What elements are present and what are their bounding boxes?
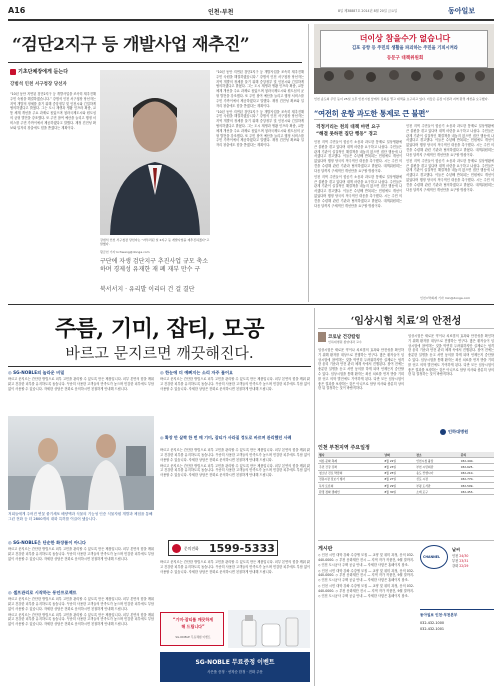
table-cell: 032-453- bbox=[460, 489, 494, 495]
ad-headline-sub: 바르고 문지르면 깨끗해진다. bbox=[65, 344, 254, 362]
ad-sec1-title: ◎ SG-NOBLE의 놀라운 비밀 bbox=[8, 370, 65, 375]
table-cell: 8월 22일 bbox=[383, 458, 415, 464]
ad-product-note: 사은품 증정 · 선착순 한정 · 전화 주문 bbox=[207, 670, 263, 674]
ad-body-text-1: 바르고 문지르는 간단한 방법으로 피부 고민을 관리할 수 있도록 만든 제품입니다. 피부 본연의 힘을 깨워 맑고 건강한 피부를 유지하도록 돕습니다. 꾸준히 사용한 고객들의 만족도가 높으며 민감한 피부에도 부담 없이 사용할 수 있습니다. 자세한 상담은 전화로 문의하시면 친절하게 안내해 드립니다. bbox=[8, 377, 154, 391]
table-cell: 인천시청 광장 bbox=[415, 458, 460, 464]
table-cell: 8월 27일 bbox=[383, 476, 415, 482]
table-cell: 소래 포구 bbox=[415, 489, 460, 495]
table-cell: 신포 시장 bbox=[415, 476, 460, 482]
headline-rule bbox=[8, 62, 302, 63]
table-cell: 032-210- bbox=[460, 470, 494, 476]
board-body-text: ◇ 인천 시민 대학 강좌 수강생 모집 — 교양 및 취미 과정, 문의 032-440-0000. ◇ 부천 문화재단 전시 — 지역 작가 작품전, 9월 말까지. ◇ 인천 도시공사 주택 공급 안내 — 자세한 사항은 홈페이지 참조. bbox=[318, 553, 414, 567]
column-divider bbox=[308, 24, 309, 302]
sidebar bbox=[420, 545, 494, 685]
column-hospital: 코로날 건강칼럼 bbox=[328, 335, 360, 340]
banner-line-2: 김포 공항 등 주민의 생활을 파괴하는 주민을 기피시켜라 bbox=[352, 46, 458, 51]
weather-temp: 22/29 bbox=[459, 564, 469, 568]
ad-phone-box[interactable] bbox=[168, 540, 278, 556]
notice-col-header: 문의 bbox=[460, 452, 494, 458]
board-title: 게시판 bbox=[318, 546, 333, 552]
table-cell: 032-770- bbox=[460, 476, 494, 482]
weather-row bbox=[452, 564, 494, 569]
ad-product-banner[interactable] bbox=[160, 652, 310, 682]
weather-title: 날씨 bbox=[452, 547, 461, 552]
table-cell: 부천 시민회관 bbox=[415, 464, 460, 470]
ad-order-label: 문의전화 bbox=[184, 546, 199, 551]
section-rule bbox=[8, 304, 494, 305]
table-cell: 8월 29일 bbox=[383, 482, 415, 488]
main-headline: “검단2지구 등 개발사업 재추진” bbox=[12, 35, 250, 55]
table-cell: 여름 문화 축제 bbox=[318, 458, 383, 464]
notice-col-header: 행사 bbox=[318, 452, 383, 458]
doctor-photo bbox=[318, 332, 326, 342]
notice-table-wrap bbox=[318, 452, 494, 495]
story-body-text-2: 인천 지역 주민들이 항공기 소음과 과도한 통제로 일상생활에 큰 불편을 겪고 있다며 대책 마련을 요구하고 나섰다. 주민들은 관계 기관이 실질적인 해결책을 내놓지 않으면 집단 행동에 나서겠다고 경고했다. 이들은 수년째 반복되는 민원에도 개선이 없었다며 행정 당국의 적극적인 대응을 촉구했다. 시는 주민 의견을 수렴해 관련 기관과 협의하겠다고 밝혔다. 대책위원회는 다음 달까지 구체적인 개선안을 요구할 방침이다. bbox=[314, 174, 402, 208]
ad-rule bbox=[8, 366, 311, 367]
interviewee-photo bbox=[100, 70, 210, 235]
story-subhead-1: 걱정거리는 천의 대책 마련 요구 bbox=[316, 125, 381, 130]
ad-sec3-title: ◎ 셀프관리로 시작하는 동안프로젝트 bbox=[8, 590, 77, 595]
ad-body-text-3: 바르고 문지르는 간단한 방법으로 피부 고민을 관리할 수 있도록 만든 제품입니다. 피부 본연의 힘을 깨워 맑고 건강한 피부를 유지하도록 돕습니다. 꾸준히 사용한 고객들의 만족도가 높으며 민감한 피부에도 부담 없이 사용할 수 있습니다. 자세한 상담은 전화로 문의하시면 친절하게 안내해 드립니다. bbox=[8, 597, 154, 611]
column-body-text-2: 임상시험은 새로운 약이나 치료법의 효과와 안전성을 확인하기 위해 환자를 대상으로 진행하는 연구다. 많은 환자들이 임상시험에 참여하는 것을 막연히 두려워하지만 실제로는 엄격한 윤리 기준과 안전 관리 체계 속에서 진행된다. 참여 전에는 충분한 설명을 듣고 서면 동의를 하게 되며 언제든지 중단할 수 있다. 임상시험을 통해 환자는 최신 치료를 먼저 받을 기회를 얻고 의학 발전에도 기여하게 된다. 다만 모든 임상시험이 좋은 결과를 보장하는 것은 아니므로 담당 의사와 충분히 상의한 뒤 결정하는 것이 바람직하다. bbox=[408, 334, 494, 377]
page-header bbox=[8, 6, 494, 18]
contact-line: 032-432-1001 bbox=[420, 627, 445, 631]
ad-divider bbox=[314, 308, 315, 686]
ad-coupon-note: SG-NOBLE 무료체험 이벤트 bbox=[175, 635, 211, 639]
protest-photo bbox=[314, 24, 494, 94]
ad-lab-photo bbox=[8, 416, 154, 510]
weather-list bbox=[452, 554, 494, 569]
page-number: A16 bbox=[8, 6, 26, 15]
interview-subtitle: 강범석 인천 서구청장 당선자 bbox=[10, 82, 67, 87]
contact-box bbox=[420, 609, 494, 669]
ad-product-photo bbox=[228, 610, 310, 648]
table-cell: 청소년 진로 박람회 bbox=[318, 470, 383, 476]
interview-body-text-2: “10년 동안 지연된 검단2지구 등 개발사업을 조속히 재추진해 주민 숙원을 해결하겠습니다.” 강범석 인천 서구청장 당선자는 지역 개발의 정체를 풀기 위해 중앙정부 및 인천시와 긴밀하게 협의하겠다고 밝혔다. 그는 도시 재생과 생활 인프라 확충, 교통 체계 개선을 주요 과제로 꼽았으며 청라국제도시와 원도심의 균형 발전을 강조했다. 또 주민 참여 예산을 늘리고 행정 서비스를 주민 가까이에서 제공하겠다고 말했다. 재정 건전성 확보와 일자리 창출에도 힘을 쏟겠다는 계획이다. bbox=[216, 70, 304, 108]
table-cell: 8월 25일 bbox=[383, 470, 415, 476]
interview-pullquote-1: 구단에 자생 검단지구 추진사업 규모 축소하며 경제성 유재한 재 폐 재부 만수 구 bbox=[100, 258, 209, 273]
table-cell: 032-625- bbox=[460, 464, 494, 470]
table-cell: 독서 토론회 bbox=[318, 482, 383, 488]
brand-name: 동아일보 bbox=[448, 7, 476, 15]
crowd-icon bbox=[314, 68, 494, 94]
section-name: 인천·부천 bbox=[208, 9, 234, 16]
ad-coupon-line-2: 해 드립니다” bbox=[181, 624, 205, 629]
table-cell: 8월 30일 bbox=[383, 489, 415, 495]
hospital-logo-label: 인하대병원 bbox=[448, 429, 469, 434]
ad-coupon-line-1: “기미·잡티를 깨끗하게 bbox=[172, 617, 214, 622]
story-subhead-2: “해결 못하면 집단 행동” 경고 bbox=[316, 132, 378, 137]
weather-city: 인천 bbox=[452, 554, 459, 558]
ad-block bbox=[8, 308, 311, 686]
story-body-text-3: 인천 지역 주민들이 항공기 소음과 과도한 통제로 일상생활에 큰 불편을 겪고 있다며 대책 마련을 요구하고 나섰다. 주민들은 관계 기관이 실질적인 해결책을 내놓지 않으면 집단 행동에 나서겠다고 경고했다. 이들은 수년째 반복되는 민원에도 개선이 없었다며 행정 당국의 적극적인 대응을 촉구했다. 시는 주민 의견을 수렴해 관련 기관과 협의하겠다고 밝혔다. 대책위원회는 다음 달까지 구체적인 개선안을 요구할 방침이다. bbox=[406, 124, 494, 157]
header-rule bbox=[8, 19, 494, 21]
interview-byline: 황금천 기자 kchwang@donga.com bbox=[100, 250, 150, 254]
story-body-text-4: 인천 지역 주민들이 항공기 소음과 과도한 통제로 일상생활에 큰 불편을 겪고 있다며 대책 마련을 요구하고 나섰다. 주민들은 관계 기관이 실질적인 해결책을 내놓지 않으면 집단 행동에 나서겠다고 경고했다. 이들은 수년째 반복되는 민원에도 개선이 없었다며 행정 당국의 적극적인 대응을 촉구했다. 시는 주민 의견을 수렴해 관련 기관과 협의하겠다고 밝혔다. 대책위원회는 다음 달까지 구체적인 개선안을 요구할 방침이다. bbox=[406, 158, 494, 192]
channel-badge bbox=[420, 545, 448, 569]
channel-label: CHANNEL bbox=[423, 555, 441, 559]
protest-banner bbox=[320, 30, 488, 68]
table-cell: 032-440- bbox=[460, 458, 494, 464]
ad-sec3-body bbox=[8, 597, 154, 683]
interview-body-right bbox=[216, 70, 304, 298]
weather-temp: 23/31 bbox=[459, 559, 469, 563]
ad-body-text-4: 바르고 문지르는 간단한 방법으로 피부 고민을 관리할 수 있도록 만든 제품입니다. 피부 본연의 힘을 깨워 맑고 건강한 피부를 유지하도록 돕습니다. 꾸준히 사용한 고객들의 만족도가 높으며 민감한 피부에도 부담 없이 사용할 수 있습니다. 자세한 상담은 전화로 문의하시면 친절하게 안내해 드립니다. bbox=[8, 612, 154, 627]
product-bottles-icon bbox=[228, 610, 310, 648]
notice-col-header: 장소 bbox=[415, 452, 460, 458]
banner-line-3: 등문구 대책위원회 bbox=[386, 56, 424, 61]
ad-sec2-body bbox=[8, 547, 154, 587]
phone-icon bbox=[172, 544, 181, 553]
story-headline: “여전히 운항 과도한 통제로 큰 불편” bbox=[314, 109, 430, 118]
contact-title: 동아일보 인천·부천본부 bbox=[420, 613, 458, 617]
ad-sec5-title: ◎ 확장 만 살짝 한 번 매 기미, 잡티가 사라질 정도로 바르며 관리했던 사례 bbox=[160, 435, 292, 440]
interview-body-text-3: “10년 동안 지연된 검단2지구 등 개발사업을 조속히 재추진해 주민 숙원을 해결하겠습니다.” 강범석 인천 서구청장 당선자는 지역 개발의 정체를 풀기 위해 중앙정부 및 인천시와 긴밀하게 협의하겠다고 밝혔다. 그는 도시 재생과 생활 인프라 확충, 교통 체계 개선을 주요 과제로 꼽았으며 청라국제도시와 원도심의 균형 발전을 강조했다. 또 주민 참여 예산을 늘리고 행정 서비스를 주민 가까이에서 제공하겠다고 말했다. 재정 건전성 확보와 일자리 창출에도 힘을 쏟겠다는 계획이다. bbox=[216, 109, 304, 148]
contact-line: 032-432-1000 bbox=[420, 621, 445, 625]
ad-headline-main: 주름, 기미, 잡티, 모공 bbox=[55, 316, 264, 342]
story-body-b bbox=[406, 124, 494, 294]
ad-sec1-body bbox=[8, 377, 154, 413]
board-rule bbox=[318, 540, 494, 541]
ad-body-text-2: 바르고 문지르는 간단한 방법으로 피부 고민을 관리할 수 있도록 만든 제품입니다. 피부 본연의 힘을 깨워 맑고 건강한 피부를 유지하도록 돕습니다. 꾸준히 사용한 고객들의 만족도가 높으며 민감한 피부에도 부담 없이 사용할 수 있습니다. 자세한 상담은 전화로 문의하시면 친절하게 안내해 드립니다. bbox=[8, 547, 154, 561]
column-doctor: 인하대병원 종양내과 교수 bbox=[328, 340, 362, 344]
weather-temp: 24/30 bbox=[459, 554, 469, 558]
ad-photo-caption: 저희들에게 주어진 연꽃 줄기세포 배양액과 식물의 기능성 인증 식물자원 개발과 체험을 통해 그린 전화 등 더 2800개의 대화 특허를 이끌어 냈습니다. bbox=[8, 512, 153, 521]
interview-body-text: “10년 동안 지연된 검단2지구 등 개발사업을 조속히 재추진해 주민 숙원을 해결하겠습니다.” 강범석 인천 서구청장 당선자는 지역 개발의 정체를 풀기 위해 중앙정부 및 인천시와 긴밀하게 협의하겠다고 밝혔다. 그는 도시 재생과 생활 인프라 확충, 교통 체계 개선을 주요 과제로 꼽았으며 청라국제도시와 원도심의 균형 발전을 강조했다. 또 주민 참여 예산을 늘리고 행정 서비스를 주민 가까이에서 제공하겠다고 말했다. 재정 건전성 확보와 일자리 창출에도 힘을 쏟겠다는 계획이다. bbox=[10, 92, 96, 130]
ad-product-name: SG-NOBLE 무료증정 이벤트 bbox=[195, 659, 275, 666]
ad-sec5-body bbox=[160, 448, 310, 538]
person-portrait-icon bbox=[100, 70, 210, 235]
ad-sec4-body bbox=[160, 377, 310, 433]
notice-title: 인천 부천지역 주요일정 bbox=[318, 445, 370, 451]
column-body-a bbox=[318, 348, 404, 428]
interview-tag-label: 기초단체장에게 듣는다 bbox=[18, 69, 69, 75]
tag-icon bbox=[10, 69, 16, 75]
table-cell: 8월 23일 bbox=[383, 464, 415, 470]
ad-sec6-body bbox=[160, 560, 310, 610]
story-body-text: 인천 지역 주민들이 항공기 소음과 과도한 통제로 일상생활에 큰 불편을 겪고 있다며 대책 마련을 요구하고 나섰다. 주민들은 관계 기관이 실질적인 해결책을 내놓지 않으면 집단 행동에 나서겠다고 경고했다. 이들은 수년째 반복되는 민원에도 개선이 없었다며 행정 당국의 적극적인 대응을 촉구했다. 시는 주민 의견을 수렴해 관련 기관과 협의하겠다고 밝혔다. 대책위원회는 다음 달까지 구체적인 개선안을 요구할 방침이다. bbox=[314, 140, 402, 173]
table-cell: 환경 정화 캠페인 bbox=[318, 489, 383, 495]
protest-photo-caption: 인천 송도의 주민 등이 25일 오후 인천시청 앞에서 집회를 열고 대책을 요구하고 있다. 이들은 공장 이전과 지역 환경 개선을 요구했다. bbox=[314, 97, 489, 101]
banner-line-1: 더이상 참을수가 없습니다 bbox=[359, 34, 451, 43]
ad-sec4-title: ◎ 한눈에 더 예뻐지는 소리 자주 물어요 bbox=[160, 370, 234, 375]
interview-pullquote-2: 북서서지 · 유리발 이리터 건 걸 결단 bbox=[100, 286, 195, 293]
weather-city: 부천 bbox=[452, 559, 459, 563]
ad-body-text-5: 바르고 문지르는 간단한 방법으로 피부 고민을 관리할 수 있도록 만든 제품입니다. 피부 본연의 힘을 깨워 맑고 건강한 피부를 유지하도록 돕습니다. 꾸준히 사용한 고객들의 만족도가 높으며 민감한 피부에도 부담 없이 사용할 수 있습니다. 자세한 상담은 전화로 문의하시면 친절하게 안내해 드립니다. bbox=[160, 377, 310, 391]
column-title: ‘임상시험 치료’의 안전성 bbox=[350, 316, 462, 327]
table-cell: 전통시장 장보기 행사 bbox=[318, 476, 383, 482]
column-title-rule bbox=[318, 328, 494, 329]
ad-phone-number[interactable]: 1599-5333 bbox=[209, 542, 275, 555]
story-byline: 인천=박희제 기자 min@donga.com bbox=[420, 296, 471, 300]
column-body-text: 임상시험은 새로운 약이나 치료법의 효과와 안전성을 확인하기 위해 환자를 대상으로 진행하는 연구다. 많은 환자들이 임상시험에 참여하는 것을 막연히 두려워하지만 실제로는 엄격한 윤리 기준과 안전 관리 체계 속에서 진행된다. 참여 전에는 충분한 설명을 듣고 서면 동의를 하게 되며 언제든지 중단할 수 있다. 임상시험을 통해 환자는 최신 치료를 먼저 받을 기회를 얻고 의학 발전에도 기여하게 된다. 다만 모든 임상시험이 좋은 결과를 보장하는 것은 아니므로 담당 의사와 충분히 상의한 뒤 결정하는 것이 바람직하다. bbox=[318, 348, 404, 391]
table-cell: 부평 도서관 bbox=[415, 482, 460, 488]
issue-line: 8일 제38887호 2014년 8월 20일 금요일 bbox=[338, 9, 398, 13]
story-body-a bbox=[314, 140, 402, 300]
board-body bbox=[318, 553, 414, 683]
table-cell: 주민 건강 강좌 bbox=[318, 464, 383, 470]
column-body-b bbox=[408, 334, 494, 428]
lab-researchers-icon bbox=[8, 416, 154, 510]
ad-body-text-6: 바르고 문지르는 간단한 방법으로 피부 고민을 관리할 수 있도록 만든 제품입니다. 피부 본연의 힘을 깨워 맑고 건강한 피부를 유지하도록 돕습니다. 꾸준히 사용한 고객들의 만족도가 높으며 민감한 피부에도 부담 없이 사용할 수 있습니다. 자세한 상담은 전화로 문의하시면 친절하게 안내해 드립니다. bbox=[160, 448, 310, 462]
ad-body-text-8: 바르고 문지르는 간단한 방법으로 피부 고민을 관리할 수 있도록 만든 제품입니다. 피부 본연의 힘을 깨워 맑고 건강한 피부를 유지하도록 돕습니다. 꾸준히 사용한 고객들의 만족도가 높으며 민감한 피부에도 부담 없이 사용할 수 있습니다. 자세한 상담은 전화로 문의하시면 친절하게 안내해 드립니다. bbox=[160, 560, 310, 574]
board-body-text-3: ◇ 인천 시민 대학 강좌 수강생 모집 — 교양 및 취미 과정, 문의 032-440-0000. ◇ 부천 문화재단 전시 — 지역 작가 작품전, 9월 말까지. ◇ 인천 도시공사 주택 공급 안내 — 자세한 사항은 홈페이지 참조. bbox=[318, 584, 414, 598]
ad-body-text-7: 바르고 문지르는 간단한 방법으로 피부 고민을 관리할 수 있도록 만든 제품입니다. 피부 본연의 힘을 깨워 맑고 건강한 피부를 유지하도록 돕습니다. 꾸준히 사용한 고객들의 만족도가 높으며 민감한 피부에도 부담 없이 사용할 수 있습니다. 자세한 상담은 전화로 문의하시면 친절하게 안내해 드립니다. bbox=[160, 463, 310, 478]
table-cell: 송도 컨벤시아 bbox=[415, 470, 460, 476]
interview-body-left bbox=[10, 92, 96, 297]
ad-coupon-box[interactable] bbox=[160, 612, 224, 646]
notice-col-header: 날짜 bbox=[383, 452, 415, 458]
weather-city: 강화 bbox=[452, 564, 459, 568]
notice-table bbox=[318, 452, 494, 495]
story-rule bbox=[314, 119, 494, 120]
table-row bbox=[318, 489, 494, 495]
hospital-logo-icon bbox=[440, 429, 446, 435]
interview-photo-caption: 강범석 인천 서구청장 당선자는 “자투리된 일 2지구 등 개발사업을 재추진하겠다”고 말했다. bbox=[100, 238, 210, 247]
ad-sec2-title: ◎ SG-NOBLE은 단순한 화장품이 아니다 bbox=[8, 540, 86, 545]
board-body-text-2: ◇ 인천 시민 대학 강좌 수강생 모집 — 교양 및 취미 과정, 문의 032-440-0000. ◇ 부천 문화재단 전시 — 지역 작가 작품전, 9월 말까지. ◇ 인천 도시공사 주택 공급 안내 — 자세한 사항은 홈페이지 참조. bbox=[318, 568, 414, 583]
table-cell: 032-509- bbox=[460, 482, 494, 488]
